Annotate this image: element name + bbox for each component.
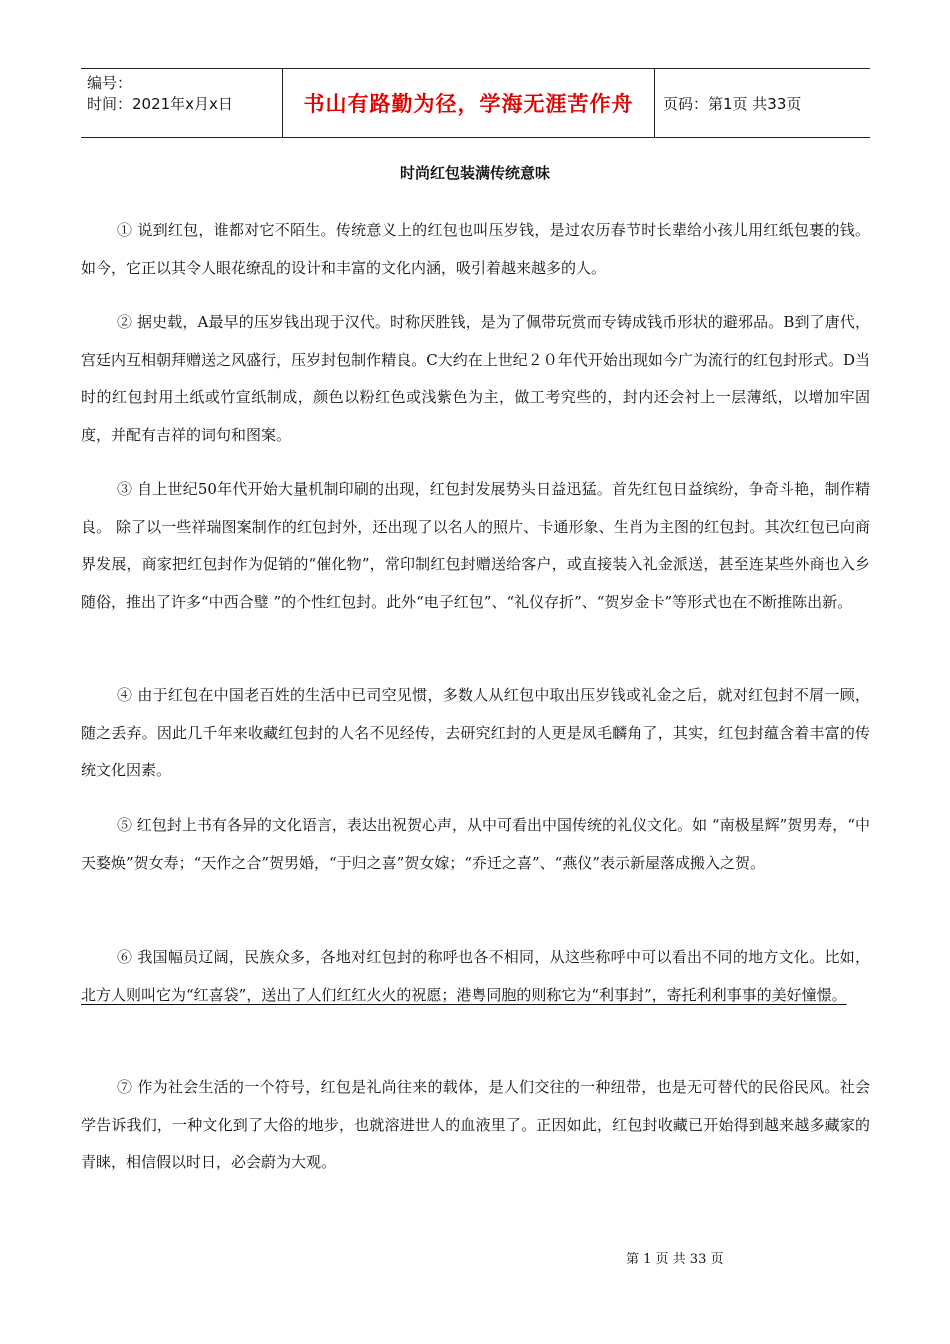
article-title: 时尚红包装满传统意味 [399, 164, 550, 182]
header-page-label: 页码：第1页 共33页 [663, 94, 802, 113]
paragraph-3 [81, 471, 870, 621]
paragraph-number: ① [117, 221, 133, 239]
document-header [81, 68, 870, 138]
paragraph-text: 我国幅员辽阔，民族众多，各地对红包封的称呼也各不相同，从这些称呼中可以看出不同的地方文化。比如， [132, 948, 870, 966]
paragraph-text: 据史载，A最早的压岁钱出现于汉代。时称厌胜钱，是为了佩带玩赏而专铸成钱币形状的避邪品。B到了唐代，宫廷内互相朝拜赠送之风盛行，压岁封包制作精良。C大约在上世纪２０年代开始出现如今广为流行的红包封形式。D当时的红包封用土纸或竹宣纸制成，颜色以粉红色或浅紫色为主，做工考究些的，封内还会衬上一层薄纸，以增加牢固度，并配有吉祥的词句和图案。 [81, 313, 870, 444]
paragraph-4 [81, 677, 870, 790]
paragraph-number: ② [117, 313, 133, 331]
header-motto-cell [282, 69, 655, 137]
page-footer: 第 1 页 共 33 页 [626, 1252, 724, 1267]
paragraph-number: ⑤ [117, 816, 133, 834]
paragraph-text: 自上世纪50年代开始大量机制印刷的出现，红包封发展势头日益迅猛。首先红包日益缤纷，争奇斗艳，制作精良。 除了以一些祥瑞图案制作的红包封外，还出现了以名人的照片、卡通形象、生肖为主图的红包封。其次红包已向商界发展，商家把红包封作为促销的“催化物”，常印制红包封赠送给客户，或直接装入礼金派送，甚至连某些外商也入乡随俗，推出了许多“中西合璧 ”的个性红包封。此外“电子红包”、“礼仪存折”、“贺岁金卡”等形式也在不断推陈出新。 [81, 480, 870, 611]
paragraph-number: ⑥ [117, 948, 133, 966]
underlined-sentence: 北方人则叫它为“红喜袋”，送出了人们红红火火的祝愿；港粤同胞的则称它为“利事封”，寄托利利事事的美好憧憬。 [81, 985, 847, 1004]
paragraph-5 [81, 807, 870, 882]
paragraph-text: 红包封上书有各异的文化语言，表达出祝贺心声，从中可看出中国传统的礼仪文化。如 “南极星辉”贺男寿，“中天婺焕”贺女寿；“天作之合”贺男婚，“于归之喜”贺女嫁；“乔迁之喜”、“燕仪”表示新屋落成搬入之贺。 [81, 816, 870, 872]
paragraph-7 [81, 1069, 870, 1182]
paragraph-number: ④ [117, 686, 133, 704]
paragraph-text: 作为社会生活的一个符号，红包是礼尚往来的载体，是人们交往的一种纽带，也是无可替代的民俗民风。社会学告诉我们，一种文化到了大俗的地步，也就溶进世人的血液里了。正因如此，红包封收藏已开始得到越来越多藏家的青睐，相信假以时日，必会蔚为大观。 [81, 1078, 870, 1171]
header-page-cell [655, 69, 870, 137]
header-meta [81, 69, 282, 137]
paragraph-number: ⑦ [117, 1078, 133, 1096]
paragraph-text: 说到红包，谁都对它不陌生。传统意义上的红包也叫压岁钱，是过农历春节时长辈给小孩儿用红纸包裹的钱。如今，它正以其令人眼花缭乱的设计和丰富的文化内涵，吸引着越来越多的人。 [81, 221, 870, 277]
paragraph-1 [81, 212, 870, 287]
paragraph-2 [81, 304, 870, 454]
paragraph-6 [81, 939, 870, 1014]
document-number-label: 编号： [87, 74, 133, 92]
header-motto: 书山有路勤为径，学海无涯苦作舟 [303, 92, 634, 116]
paragraph-number: ③ [117, 480, 133, 498]
document-date-label: 时间：2021年x月x日 [87, 95, 233, 113]
paragraph-text: 由于红包在中国老百姓的生活中已司空见惯，多数人从红包中取出压岁钱或礼金之后，就对红包封不屑一顾，随之丢弃。因此几千年来收藏红包封的人名不见经传，去研究红封的人更是凤毛麟角了，其实，红包封蕴含着丰富的传统文化因素。 [81, 686, 870, 779]
